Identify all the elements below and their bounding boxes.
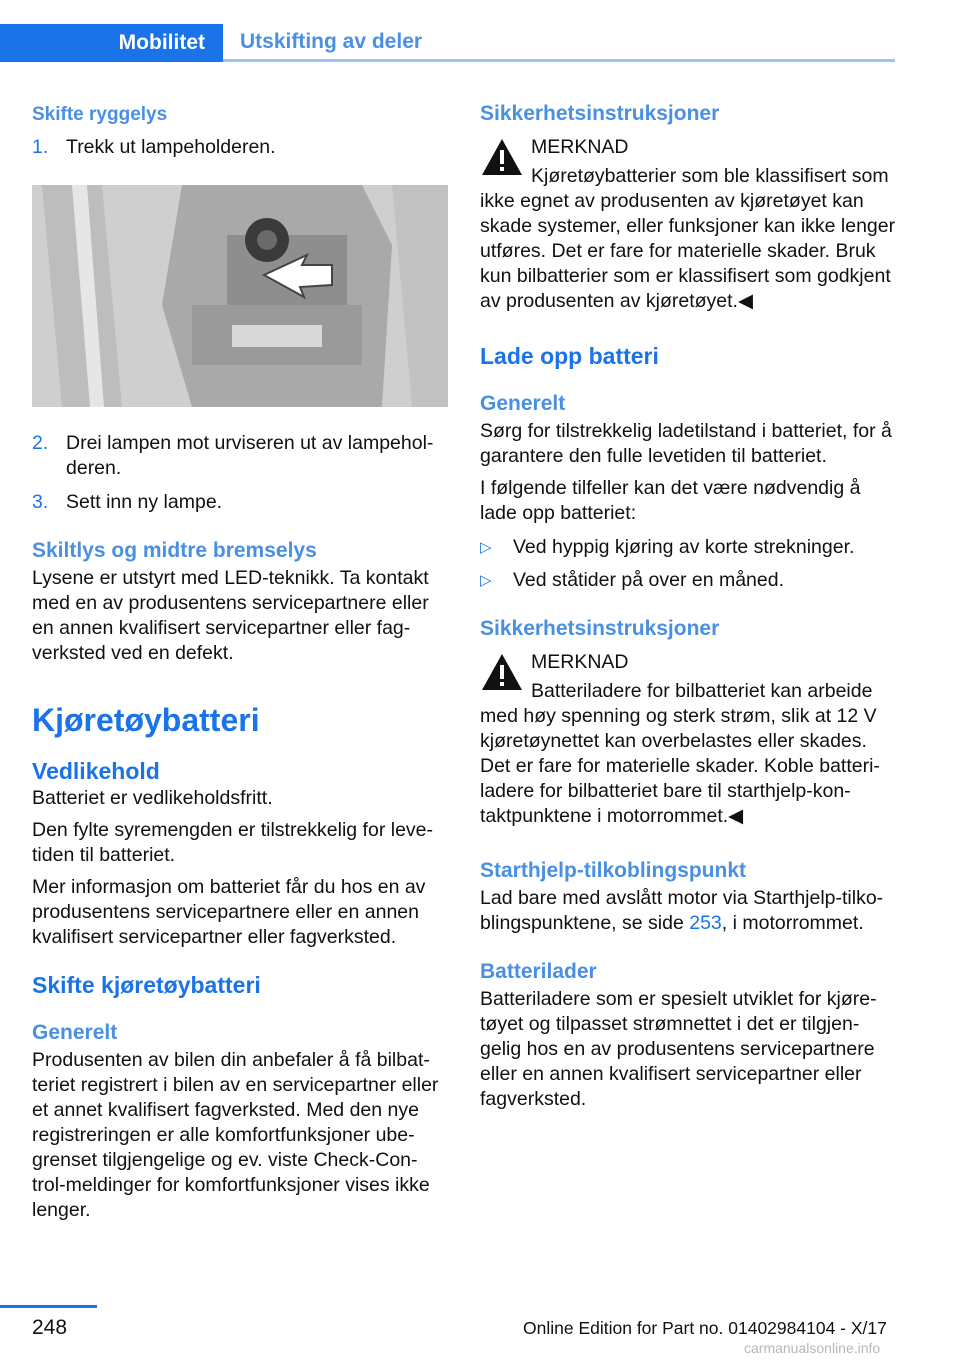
tab-mobilitet[interactable]: Mobilitet xyxy=(0,24,223,62)
heading-vedlikehold: Vedlikehold xyxy=(32,758,160,784)
step-3 xyxy=(32,490,448,515)
footer-accent-line xyxy=(0,1305,97,1308)
header-bar xyxy=(0,24,895,62)
step-text: Drei lampen mot urviseren ut av lampehol‐deren. xyxy=(66,432,434,479)
paragraph-starthjelp-text-2: , i motorrommet. xyxy=(721,912,864,934)
heading-sikkerhetsinstruksjoner-1: Sikkerhetsinstruksjoner xyxy=(480,102,720,125)
notice-block-1 xyxy=(480,135,898,314)
watermark: carmanualsonline.info xyxy=(744,1340,881,1356)
list-item xyxy=(480,535,898,560)
notice-text: Batteriladere for bilbatteriet kan arbeide med høy spenning og sterk strøm, slik at 12 V kjøretøynettet kan overbelastes eller skades. Det er fare for materielle skader. Koble batteri‐ladere for bilbatteriet bare til starthjelp-kon‐taktpunktene i motorrommet.◀ xyxy=(480,680,880,827)
paragraph-starthjelp-text-1: Lad bare med avslått motor via Starthjelp-tilko‐blingspunktene, se side xyxy=(480,887,884,934)
heading-generelt: Generelt xyxy=(480,392,566,415)
tab-utskifting-av-deler[interactable]: Utskifting av deler xyxy=(223,24,895,62)
bullet-triangle-icon: ▷ xyxy=(480,539,492,556)
heading-skifte-kjoretoybatteri: Skifte kjøretøybatteri xyxy=(32,972,261,998)
list-item xyxy=(480,568,898,593)
heading-starthjelp: Starthjelp-tilkoblingspunkt xyxy=(480,859,746,882)
notice-text: Kjøretøybatterier som ble klassifisert som ikke egnet av produsenten av kjøretøyet kan skade systemer, eller funksjoner kan ikke lenger utføres. Det er fare for materielle skader. Bruk kun bilbatterier som er klassifisert som godkjent av produsenten av kjøretøyet.◀ xyxy=(480,165,896,312)
heading-lade-opp-batteri: Lade opp batteri xyxy=(480,343,659,369)
step-text: Trekk ut lampeholderen. xyxy=(66,136,276,158)
step-number: 2. xyxy=(32,432,49,454)
paragraph-vedlikehold-1: Batteriet er vedlikeholdsfritt. xyxy=(32,787,273,809)
paragraph-lade-2: I følgende tilfeller kan det være nødvendig å lade opp batteriet: xyxy=(480,477,861,524)
right-column xyxy=(480,100,898,1112)
heading-sikkerhetsinstruksjoner-2: Sikkerhetsinstruksjoner xyxy=(480,617,720,640)
heading-skiltlys: Skiltlys og midtre bremselys xyxy=(32,539,317,562)
heading-skifte-ryggelys: Skifte ryggelys xyxy=(32,104,168,125)
heading-batterilader: Batterilader xyxy=(480,960,597,983)
bullet-triangle-icon: ▷ xyxy=(480,572,492,589)
paragraph-skiltlys: Lysene er utstyrt med LED-teknikk. Ta kontakt med en av produsentens servicepartnere eller en annen kvalifisert servicepartner eller fag‐verksted ved en defekt. xyxy=(32,567,429,664)
lamp-holder-photo xyxy=(32,185,448,407)
notice-block-2 xyxy=(480,650,898,829)
page-number: 248 xyxy=(32,1316,68,1339)
paragraph-vedlikehold-2: Den fylte syremengden er tilstrekkelig for leve‐tiden til batteriet. xyxy=(32,819,433,866)
paragraph-batterilader: Batteriladere som er spesielt utviklet for kjøre‐tøyet og tilpasset strømnettet i det er tilgjen‐gelig hos en av produsentens servicepartnere eller en annen kvalifisert servicepartner eller fagverksted. xyxy=(480,988,877,1110)
notice-label: MERKNAD xyxy=(531,136,629,158)
step-2 xyxy=(32,431,448,481)
paragraph-vedlikehold-3: Mer informasjon om batteriet får du hos en av produsentens servicepartnere eller en annen kvalifisert servicepartner eller fagverksted. xyxy=(32,876,426,948)
list-item-text: Ved hyppig kjøring av korte strekninger. xyxy=(513,536,855,558)
warning-triangle-icon xyxy=(480,652,524,692)
step-number: 1. xyxy=(32,136,49,158)
page-link-253[interactable]: 253 xyxy=(689,912,722,934)
paragraph-generelt: Produsenten av bilen din anbefaler å få bilbat‐teriet registrert i bilen av en servicepartner eller et annet kvalifisert fagverksted. Med den nye registreringen er alle komfortfunksjoner ube‐grenset tilgjengelige og ev. viste Check-Con‐trol-meldinger for komfortfunksjoner vises ikke lenger. xyxy=(32,1049,439,1221)
paragraph-starthjelp xyxy=(480,886,898,936)
warning-triangle-icon xyxy=(480,137,524,177)
heading-kjoretoybatteri: Kjøretøybatteri xyxy=(32,702,260,738)
paragraph-lade-1: Sørg for tilstrekkelig ladetilstand i batteriet, for å garantere den fulle levetiden til batteriet. xyxy=(480,420,892,467)
step-text: Sett inn ny lampe. xyxy=(66,491,223,513)
list-item-text: Ved ståtider på over en måned. xyxy=(513,569,785,591)
heading-generelt: Generelt xyxy=(32,1021,118,1044)
notice-label: MERKNAD xyxy=(531,651,629,673)
left-column xyxy=(32,100,448,1223)
lamp-holder-illustration xyxy=(32,185,448,407)
step-1 xyxy=(32,135,448,160)
step-number: 3. xyxy=(32,491,49,513)
footer-edition: Online Edition for Part no. 01402984104 - X/17 xyxy=(523,1318,887,1338)
